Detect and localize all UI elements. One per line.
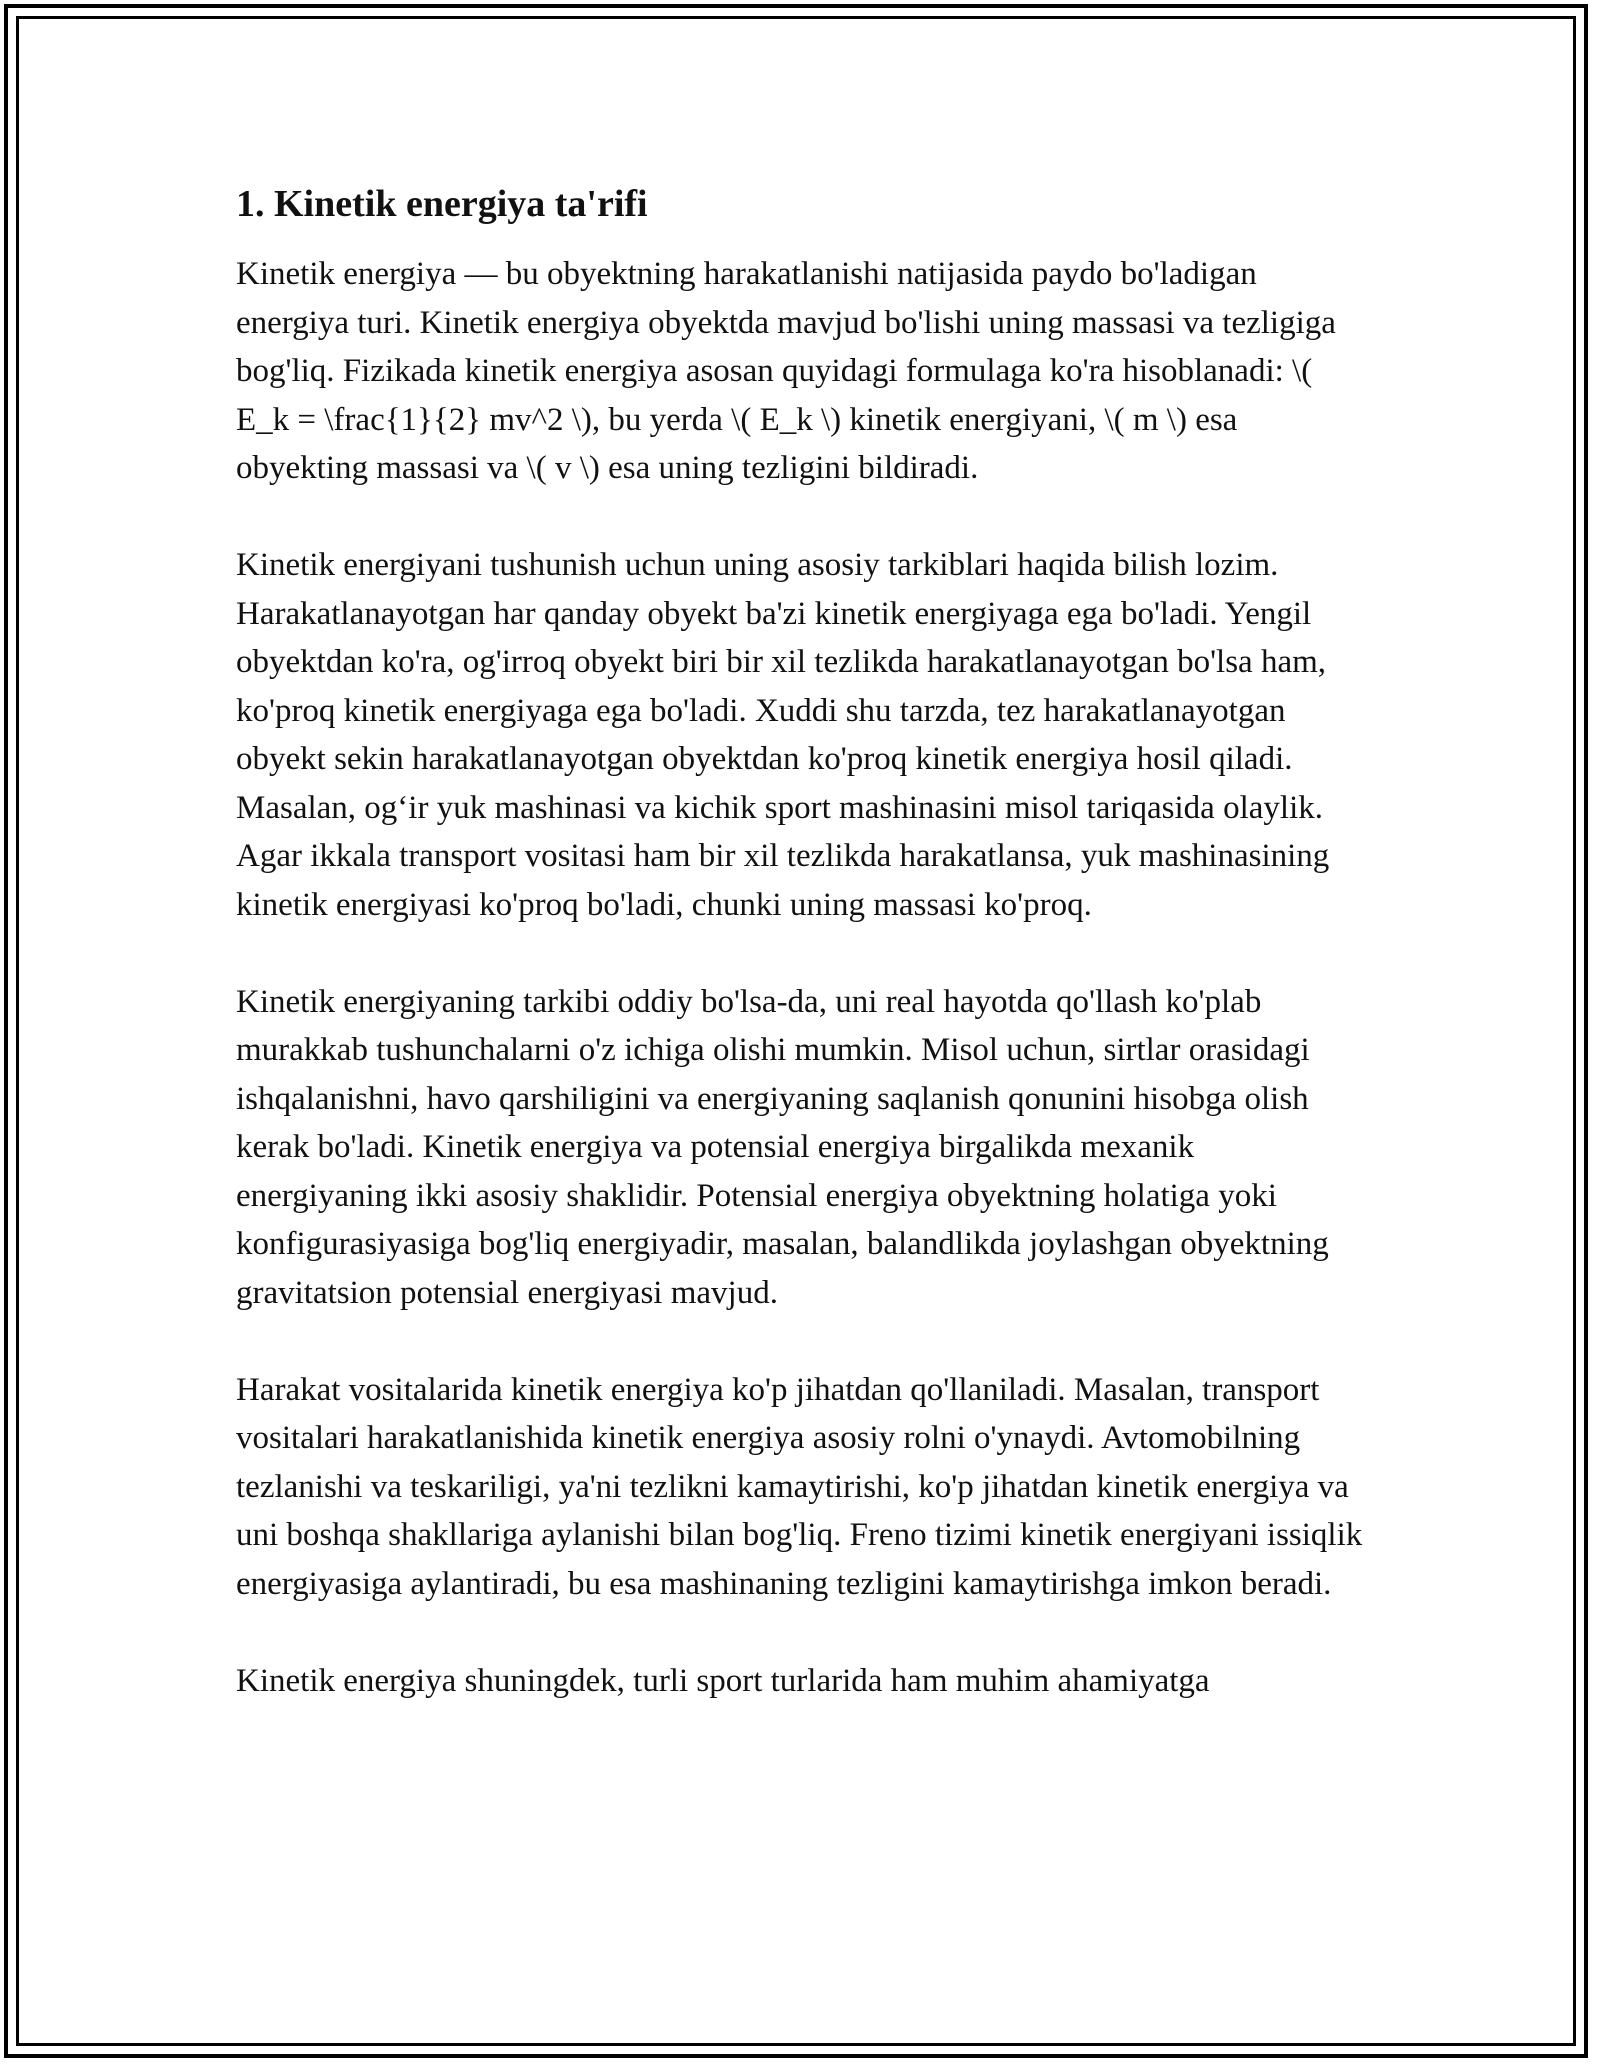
paragraph-components: Kinetik energiyani tushunish uchun uning asosiy tarkiblari haqida bilish lozim. Harakatlanayotgan har qanday obyekt ba'zi kinetik energiyaga ega bo'ladi. Yengil obyektdan ko'ra, og'irroq obyekt biri bir xil tezlikda harakatlanayotgan bo'lsa ham, ko'proq kinetik energiyaga ega bo'ladi. Xuddi shu tarzda, tez harakatlanayotgan obyekt sekin harakatlanayotgan obyektdan ko'proq kinetik energiya hosil qiladi. Masalan, og‘ir yuk mashinasi va kichik sport mashinasini misol tariqasida olaylik. Agar ikkala transport vositasi ham bir xil tezlikda harakatlansa, yuk mashinasining kinetik energiyasi ko'proq bo'ladi, chunki uning massasi ko'proq. — [236, 547, 1330, 923]
paragraph-vehicles: Harakat vositalarida kinetik energiya ko'p jihatdan qo'llaniladi. Masalan, transport vositalari harakatlanishida kinetik energiya asosiy rolni o'ynaydi. Avtomobilning tezlanishi va teskariligi, ya'ni tezlikni kamaytirishi, ko'p jihatdan kinetik energiya va uni boshqa shakllariga aylanishi bilan bog'liq. Freno tizimi kinetik energiyani issiqlik energiyasiga aylantiradi, bu esa mashinaning tezligini kamaytirishga imkon beradi. — [236, 1371, 1363, 1602]
document-body — [236, 180, 1366, 1754]
paragraph-applications: Kinetik energiyaning tarkibi oddiy bo'lsa-da, uni real hayotda qo'llash ko'plab murakkab tushunchalarni o'z ichiga olishi mumkin. Misol uchun, sirtlar orasidagi ishqalanishni, havo qarshiligini va energiyaning saqlanish qonunini hisobga olish kerak bo'ladi. Kinetik energiya va potensial energiya birgalikda mexanik energiyaning ikki asosiy shaklidir. Potensial energiya obyektning holatiga yoki konfigurasiyasiga bog'liq energiyadir, masalan, balandlikda joylashgan obyektning gravitatsion potensial energiyasi mavjud. — [236, 983, 1329, 1311]
paragraph-definition: Kinetik energiya — bu obyektning harakatlanishi natijasida paydo bo'ladigan energiya turi. Kinetik energiya obyektda mavjud bo'lishi uning massasi va tezligiga bog'liq. Fizikada kinetik energiya asosan quyidagi formulaga ko'ra hisoblanadi: \( E_k = \frac{1}{2} mv^2 \), bu yerda \( E_k \) kinetik energiyani, \( m \) esa obyekting massasi va \( v \) esa uning tezligini bildiradi. — [236, 256, 1336, 486]
paragraph-sports: Kinetik energiya shuningdek, turli sport turlarida ham muhim ahamiyatga — [236, 1662, 1210, 1699]
section-heading: 1. Kinetik energiya ta'rifi — [236, 183, 648, 225]
